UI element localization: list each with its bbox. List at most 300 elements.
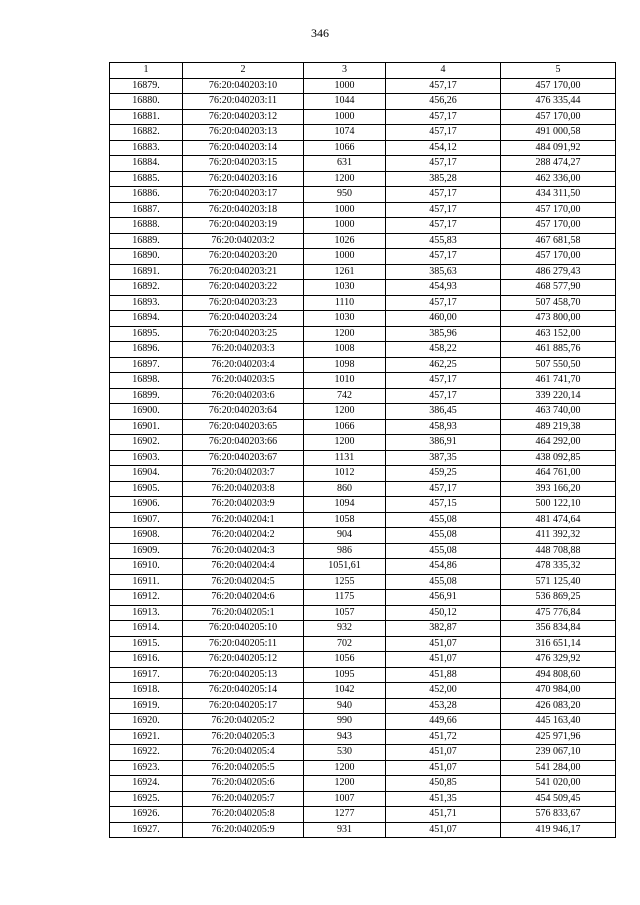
row-number-cell: 16896.: [110, 342, 183, 358]
area-cell: 1007: [304, 791, 386, 807]
cadastral-number-cell: 76:20:040203:64: [183, 404, 304, 420]
cadastral-number-cell: 76:20:040203:25: [183, 326, 304, 342]
row-number-cell: 16913.: [110, 605, 183, 621]
area-cell: 1200: [304, 326, 386, 342]
value-cell: 426 083,20: [501, 698, 616, 714]
area-cell: 1098: [304, 357, 386, 373]
table-row: [110, 156, 616, 172]
row-number-cell: 16907.: [110, 512, 183, 528]
table-row: [110, 776, 616, 792]
table-row: [110, 791, 616, 807]
cadastral-number-cell: 76:20:040203:7: [183, 466, 304, 482]
page-number: 346: [311, 26, 329, 40]
cadastral-number-cell: 76:20:040203:11: [183, 94, 304, 110]
rate-cell: 385,28: [386, 171, 501, 187]
cadastral-number-cell: 76:20:040203:15: [183, 156, 304, 172]
cadastral-number-cell: 76:20:040203:24: [183, 311, 304, 327]
table-row: [110, 652, 616, 668]
table-row: [110, 171, 616, 187]
value-cell: 457 170,00: [501, 78, 616, 94]
area-cell: 1030: [304, 311, 386, 327]
table-row: [110, 729, 616, 745]
row-number-cell: 16891.: [110, 264, 183, 280]
rate-cell: 450,12: [386, 605, 501, 621]
value-cell: 481 474,64: [501, 512, 616, 528]
area-cell: 1056: [304, 652, 386, 668]
rate-cell: 449,66: [386, 714, 501, 730]
area-cell: 1255: [304, 574, 386, 590]
rate-cell: 459,25: [386, 466, 501, 482]
row-number-cell: 16879.: [110, 78, 183, 94]
value-cell: 356 834,84: [501, 621, 616, 637]
value-cell: 489 219,38: [501, 419, 616, 435]
area-cell: 1057: [304, 605, 386, 621]
rate-cell: 457,17: [386, 373, 501, 389]
cadastral-number-cell: 76:20:040203:8: [183, 481, 304, 497]
area-cell: 931: [304, 822, 386, 838]
row-number-cell: 16912.: [110, 590, 183, 606]
cadastral-number-cell: 76:20:040205:5: [183, 760, 304, 776]
area-cell: 1000: [304, 109, 386, 125]
row-number-cell: 16918.: [110, 683, 183, 699]
value-cell: 507 550,50: [501, 357, 616, 373]
cadastral-number-cell: 76:20:040205:8: [183, 807, 304, 823]
value-cell: 541 284,00: [501, 760, 616, 776]
value-cell: 468 577,90: [501, 280, 616, 296]
rate-cell: 462,25: [386, 357, 501, 373]
table-row: [110, 621, 616, 637]
area-cell: 1030: [304, 280, 386, 296]
area-cell: 1200: [304, 435, 386, 451]
cadastral-number-cell: 76:20:040203:18: [183, 202, 304, 218]
cadastral-number-cell: 76:20:040205:2: [183, 714, 304, 730]
value-cell: 438 092,85: [501, 450, 616, 466]
row-number-cell: 16898.: [110, 373, 183, 389]
row-number-cell: 16899.: [110, 388, 183, 404]
area-cell: 1200: [304, 760, 386, 776]
table-row: [110, 326, 616, 342]
rate-cell: 457,17: [386, 109, 501, 125]
area-cell: 1000: [304, 202, 386, 218]
value-cell: 461 741,70: [501, 373, 616, 389]
cadastral-number-cell: 76:20:040204:1: [183, 512, 304, 528]
row-number-cell: 16903.: [110, 450, 183, 466]
value-cell: 464 761,00: [501, 466, 616, 482]
cadastral-number-cell: 76:20:040203:17: [183, 187, 304, 203]
row-number-cell: 16922.: [110, 745, 183, 761]
cadastral-number-cell: 76:20:040205:10: [183, 621, 304, 637]
value-cell: 316 651,14: [501, 636, 616, 652]
area-cell: 1200: [304, 776, 386, 792]
value-cell: 500 122,10: [501, 497, 616, 513]
table-row: [110, 559, 616, 575]
row-number-cell: 16887.: [110, 202, 183, 218]
area-cell: 1110: [304, 295, 386, 311]
table-row: [110, 574, 616, 590]
row-number-cell: 16880.: [110, 94, 183, 110]
cadastral-number-cell: 76:20:040203:2: [183, 233, 304, 249]
value-cell: 445 163,40: [501, 714, 616, 730]
value-cell: 576 833,67: [501, 807, 616, 823]
rate-cell: 455,08: [386, 574, 501, 590]
table-row: [110, 636, 616, 652]
cadastral-number-cell: 76:20:040203:22: [183, 280, 304, 296]
table-row: [110, 187, 616, 203]
area-cell: 1175: [304, 590, 386, 606]
area-cell: 1044: [304, 94, 386, 110]
row-number-cell: 16881.: [110, 109, 183, 125]
table-row: [110, 466, 616, 482]
table-row: [110, 683, 616, 699]
area-cell: 1094: [304, 497, 386, 513]
row-number-cell: 16914.: [110, 621, 183, 637]
rate-cell: 451,07: [386, 745, 501, 761]
rate-cell: 451,71: [386, 807, 501, 823]
row-number-cell: 16910.: [110, 559, 183, 575]
value-cell: 470 984,00: [501, 683, 616, 699]
area-cell: 1074: [304, 125, 386, 141]
area-cell: 1012: [304, 466, 386, 482]
table-row: [110, 481, 616, 497]
cadastral-number-cell: 76:20:040205:17: [183, 698, 304, 714]
cadastral-number-cell: 76:20:040205:1: [183, 605, 304, 621]
cadastral-number-cell: 76:20:040204:3: [183, 543, 304, 559]
area-cell: 986: [304, 543, 386, 559]
row-number-cell: 16897.: [110, 357, 183, 373]
row-number-cell: 16890.: [110, 249, 183, 265]
value-cell: 467 681,58: [501, 233, 616, 249]
table-row: [110, 698, 616, 714]
area-cell: 860: [304, 481, 386, 497]
area-cell: 702: [304, 636, 386, 652]
table-row: [110, 264, 616, 280]
table-body: [110, 78, 616, 838]
area-cell: 932: [304, 621, 386, 637]
cadastral-number-cell: 76:20:040203:4: [183, 357, 304, 373]
area-cell: 530: [304, 745, 386, 761]
row-number-cell: 16904.: [110, 466, 183, 482]
table-row: [110, 109, 616, 125]
cadastral-number-cell: 76:20:040204:2: [183, 528, 304, 544]
rate-cell: 451,72: [386, 729, 501, 745]
table-row: [110, 94, 616, 110]
row-number-cell: 16925.: [110, 791, 183, 807]
rate-cell: 457,17: [386, 249, 501, 265]
cadastral-number-cell: 76:20:040203:65: [183, 419, 304, 435]
cadastral-number-cell: 76:20:040205:4: [183, 745, 304, 761]
value-cell: 478 335,32: [501, 559, 616, 575]
rate-cell: 457,17: [386, 125, 501, 141]
value-cell: 419 946,17: [501, 822, 616, 838]
value-cell: 476 335,44: [501, 94, 616, 110]
area-cell: 1026: [304, 233, 386, 249]
value-cell: 464 292,00: [501, 435, 616, 451]
cadastral-number-cell: 76:20:040205:6: [183, 776, 304, 792]
cadastral-number-cell: 76:20:040203:6: [183, 388, 304, 404]
cadastral-number-cell: 76:20:040203:23: [183, 295, 304, 311]
data-table: [109, 62, 616, 838]
table-row: [110, 202, 616, 218]
cadastral-number-cell: 76:20:040203:13: [183, 125, 304, 141]
rate-cell: 452,00: [386, 683, 501, 699]
table-row: [110, 450, 616, 466]
rate-cell: 457,17: [386, 156, 501, 172]
area-cell: 904: [304, 528, 386, 544]
row-number-cell: 16924.: [110, 776, 183, 792]
value-cell: 411 392,32: [501, 528, 616, 544]
table-row: [110, 280, 616, 296]
value-cell: 457 170,00: [501, 202, 616, 218]
area-cell: 1042: [304, 683, 386, 699]
table-row: [110, 295, 616, 311]
value-cell: 571 125,40: [501, 574, 616, 590]
row-number-cell: 16886.: [110, 187, 183, 203]
value-cell: 425 971,96: [501, 729, 616, 745]
table-row: [110, 605, 616, 621]
rate-cell: 450,85: [386, 776, 501, 792]
table-row: [110, 388, 616, 404]
rate-cell: 457,17: [386, 218, 501, 234]
area-cell: 1200: [304, 404, 386, 420]
area-cell: 1000: [304, 78, 386, 94]
rate-cell: 460,00: [386, 311, 501, 327]
value-cell: 463 740,00: [501, 404, 616, 420]
rate-cell: 457,17: [386, 388, 501, 404]
rate-cell: 382,87: [386, 621, 501, 637]
table-row: [110, 218, 616, 234]
cadastral-number-cell: 76:20:040204:4: [183, 559, 304, 575]
cadastral-number-cell: 76:20:040203:12: [183, 109, 304, 125]
area-cell: 943: [304, 729, 386, 745]
header-row: [110, 63, 616, 79]
area-cell: 1095: [304, 667, 386, 683]
column-header-5: 5: [501, 63, 616, 79]
rate-cell: 451,35: [386, 791, 501, 807]
table-row: [110, 528, 616, 544]
row-number-cell: 16900.: [110, 404, 183, 420]
table-row: [110, 342, 616, 358]
table-row: [110, 590, 616, 606]
value-cell: 434 311,50: [501, 187, 616, 203]
cadastral-number-cell: 76:20:040205:11: [183, 636, 304, 652]
value-cell: 461 885,76: [501, 342, 616, 358]
rate-cell: 451,07: [386, 760, 501, 776]
area-cell: 1010: [304, 373, 386, 389]
row-number-cell: 16921.: [110, 729, 183, 745]
value-cell: 541 020,00: [501, 776, 616, 792]
rate-cell: 454,86: [386, 559, 501, 575]
cadastral-number-cell: 76:20:040203:10: [183, 78, 304, 94]
value-cell: 457 170,00: [501, 109, 616, 125]
row-number-cell: 16895.: [110, 326, 183, 342]
cadastral-number-cell: 76:20:040203:16: [183, 171, 304, 187]
row-number-cell: 16911.: [110, 574, 183, 590]
table-row: [110, 140, 616, 156]
cadastral-number-cell: 76:20:040205:12: [183, 652, 304, 668]
rate-cell: 457,17: [386, 187, 501, 203]
rate-cell: 457,17: [386, 295, 501, 311]
column-header-2: 2: [183, 63, 304, 79]
value-cell: 475 776,84: [501, 605, 616, 621]
row-number-cell: 16893.: [110, 295, 183, 311]
value-cell: 476 329,92: [501, 652, 616, 668]
cadastral-number-cell: 76:20:040203:5: [183, 373, 304, 389]
cadastral-number-cell: 76:20:040205:7: [183, 791, 304, 807]
area-cell: 990: [304, 714, 386, 730]
row-number-cell: 16892.: [110, 280, 183, 296]
value-cell: 457 170,00: [501, 249, 616, 265]
table-row: [110, 311, 616, 327]
row-number-cell: 16923.: [110, 760, 183, 776]
row-number-cell: 16917.: [110, 667, 183, 683]
area-cell: 1066: [304, 140, 386, 156]
area-cell: 1261: [304, 264, 386, 280]
table-row: [110, 373, 616, 389]
table-row: [110, 357, 616, 373]
row-number-cell: 16927.: [110, 822, 183, 838]
row-number-cell: 16905.: [110, 481, 183, 497]
table-row: [110, 404, 616, 420]
cadastral-number-cell: 76:20:040203:21: [183, 264, 304, 280]
cadastral-number-cell: 76:20:040203:66: [183, 435, 304, 451]
area-cell: 1066: [304, 419, 386, 435]
cadastral-number-cell: 76:20:040203:9: [183, 497, 304, 513]
area-cell: 1200: [304, 171, 386, 187]
value-cell: 457 170,00: [501, 218, 616, 234]
cadastral-number-cell: 76:20:040205:13: [183, 667, 304, 683]
column-header-1: 1: [110, 63, 183, 79]
cadastral-number-cell: 76:20:040205:9: [183, 822, 304, 838]
rate-cell: 386,91: [386, 435, 501, 451]
area-cell: 1000: [304, 249, 386, 265]
rate-cell: 455,08: [386, 543, 501, 559]
row-number-cell: 16888.: [110, 218, 183, 234]
area-cell: 742: [304, 388, 386, 404]
area-cell: 1058: [304, 512, 386, 528]
column-header-4: 4: [386, 63, 501, 79]
value-cell: 486 279,43: [501, 264, 616, 280]
cadastral-number-cell: 76:20:040203:19: [183, 218, 304, 234]
rate-cell: 386,45: [386, 404, 501, 420]
cadastral-number-cell: 76:20:040203:3: [183, 342, 304, 358]
rate-cell: 455,08: [386, 528, 501, 544]
table-row: [110, 497, 616, 513]
cadastral-number-cell: 76:20:040204:5: [183, 574, 304, 590]
area-cell: 950: [304, 187, 386, 203]
row-number-cell: 16926.: [110, 807, 183, 823]
table-row: [110, 233, 616, 249]
row-number-cell: 16915.: [110, 636, 183, 652]
rate-cell: 451,07: [386, 652, 501, 668]
rate-cell: 457,17: [386, 78, 501, 94]
table-row: [110, 760, 616, 776]
rate-cell: 457,17: [386, 202, 501, 218]
value-cell: 462 336,00: [501, 171, 616, 187]
row-number-cell: 16889.: [110, 233, 183, 249]
row-number-cell: 16882.: [110, 125, 183, 141]
rate-cell: 451,07: [386, 636, 501, 652]
table-row: [110, 435, 616, 451]
table-row: [110, 512, 616, 528]
rate-cell: 455,08: [386, 512, 501, 528]
value-cell: 339 220,14: [501, 388, 616, 404]
rate-cell: 458,93: [386, 419, 501, 435]
rate-cell: 456,91: [386, 590, 501, 606]
rate-cell: 387,35: [386, 450, 501, 466]
rate-cell: 451,07: [386, 822, 501, 838]
cadastral-number-cell: 76:20:040203:14: [183, 140, 304, 156]
area-cell: 1277: [304, 807, 386, 823]
row-number-cell: 16902.: [110, 435, 183, 451]
rate-cell: 458,22: [386, 342, 501, 358]
table-row: [110, 667, 616, 683]
table-row: [110, 419, 616, 435]
cadastral-number-cell: 76:20:040205:3: [183, 729, 304, 745]
rate-cell: 456,26: [386, 94, 501, 110]
cadastral-number-cell: 76:20:040204:6: [183, 590, 304, 606]
row-number-cell: 16894.: [110, 311, 183, 327]
row-number-cell: 16883.: [110, 140, 183, 156]
area-cell: 631: [304, 156, 386, 172]
cadastral-number-cell: 76:20:040203:67: [183, 450, 304, 466]
rate-cell: 454,93: [386, 280, 501, 296]
table-row: [110, 249, 616, 265]
row-number-cell: 16884.: [110, 156, 183, 172]
rate-cell: 453,28: [386, 698, 501, 714]
value-cell: 454 509,45: [501, 791, 616, 807]
value-cell: 448 708,88: [501, 543, 616, 559]
rate-cell: 457,15: [386, 497, 501, 513]
value-cell: 288 474,27: [501, 156, 616, 172]
rate-cell: 385,96: [386, 326, 501, 342]
rate-cell: 451,88: [386, 667, 501, 683]
area-cell: 1000: [304, 218, 386, 234]
value-cell: 393 166,20: [501, 481, 616, 497]
row-number-cell: 16901.: [110, 419, 183, 435]
row-number-cell: 16885.: [110, 171, 183, 187]
row-number-cell: 16916.: [110, 652, 183, 668]
value-cell: 463 152,00: [501, 326, 616, 342]
cadastral-number-cell: 76:20:040203:20: [183, 249, 304, 265]
value-cell: 536 869,25: [501, 590, 616, 606]
column-header-3: 3: [304, 63, 386, 79]
value-cell: 484 091,92: [501, 140, 616, 156]
table-row: [110, 543, 616, 559]
row-number-cell: 16919.: [110, 698, 183, 714]
rate-cell: 454,12: [386, 140, 501, 156]
table-row: [110, 125, 616, 141]
area-cell: 940: [304, 698, 386, 714]
value-cell: 239 067,10: [501, 745, 616, 761]
value-cell: 494 808,60: [501, 667, 616, 683]
row-number-cell: 16909.: [110, 543, 183, 559]
row-number-cell: 16906.: [110, 497, 183, 513]
area-cell: 1051,61: [304, 559, 386, 575]
table-row: [110, 807, 616, 823]
rate-cell: 457,17: [386, 481, 501, 497]
area-cell: 1008: [304, 342, 386, 358]
value-cell: 473 800,00: [501, 311, 616, 327]
value-cell: 491 000,58: [501, 125, 616, 141]
area-cell: 1131: [304, 450, 386, 466]
rate-cell: 455,83: [386, 233, 501, 249]
rate-cell: 385,63: [386, 264, 501, 280]
table-row: [110, 745, 616, 761]
table-header: [110, 63, 616, 79]
table-row: [110, 822, 616, 838]
table-row: [110, 78, 616, 94]
cadastral-number-cell: 76:20:040205:14: [183, 683, 304, 699]
